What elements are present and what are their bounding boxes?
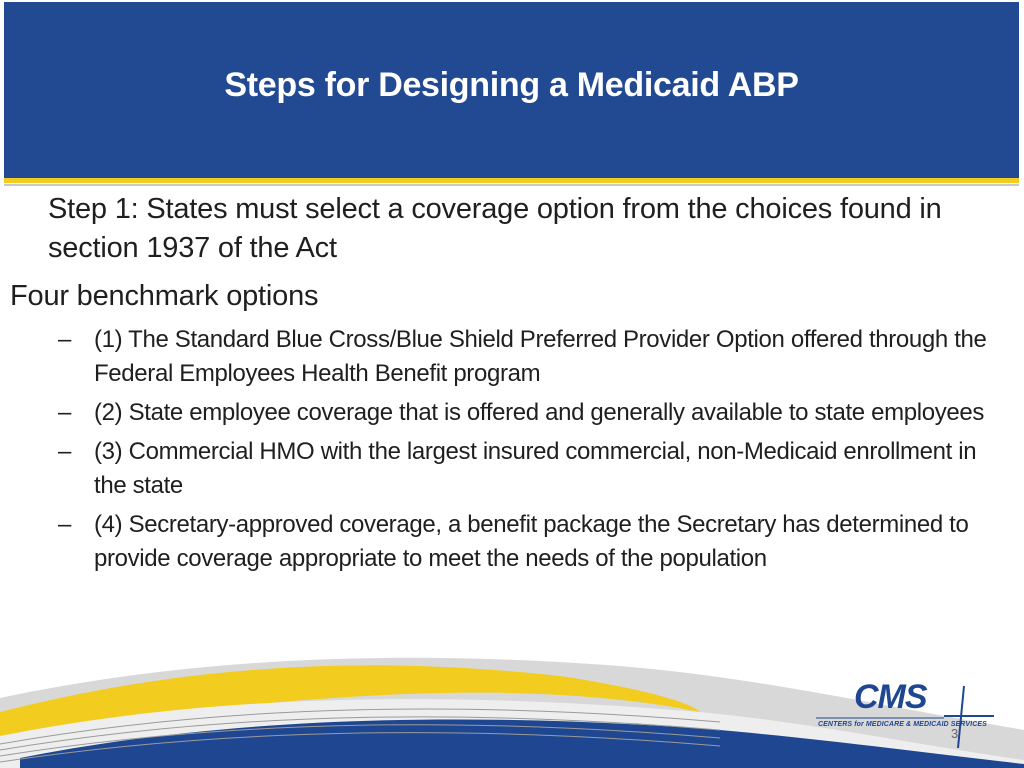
benchmark-option-2: [58, 396, 998, 430]
title-banner: [4, 2, 1019, 178]
cms-logo-subtitle: CENTERS for MEDICARE & MEDICAID SERVICES: [818, 721, 987, 728]
benchmark-option-4: [58, 508, 998, 576]
benchmark-option-1: [58, 323, 998, 391]
option-text: (1) The Standard Blue Cross/Blue Shield Preferred Provider Option offered through the Federal Employees Health Benefit program: [94, 326, 987, 387]
option-text: (3) Commercial HMO with the largest insured commercial, non-Medicaid enrollment in the state: [94, 438, 977, 499]
option-text: (4) Secretary-approved coverage, a benefit package the Secretary has determined to provide coverage appropriate to meet the needs of the population: [94, 511, 969, 572]
page-number: 3: [951, 726, 959, 741]
dash-bullet-icon: –: [58, 511, 72, 538]
slide-title: Steps for Designing a Medicaid ABP: [224, 65, 799, 104]
benchmark-option-3: [58, 435, 998, 503]
benchmark-heading: Four benchmark options: [10, 280, 319, 312]
dash-bullet-icon: –: [58, 326, 72, 353]
gray-divider: [4, 184, 1019, 186]
gold-divider: [4, 178, 1019, 183]
benchmark-options-list: [58, 323, 998, 581]
step-description: Step 1: States must select a coverage option from the choices found in section 1937 of the Act: [48, 193, 942, 264]
cms-logo: [816, 678, 996, 752]
dash-bullet-icon: –: [58, 438, 72, 465]
option-text: (2) State employee coverage that is offered and generally available to state employees: [94, 399, 985, 426]
dash-bullet-icon: –: [58, 399, 72, 426]
cms-logo-text: CMS: [854, 678, 927, 716]
